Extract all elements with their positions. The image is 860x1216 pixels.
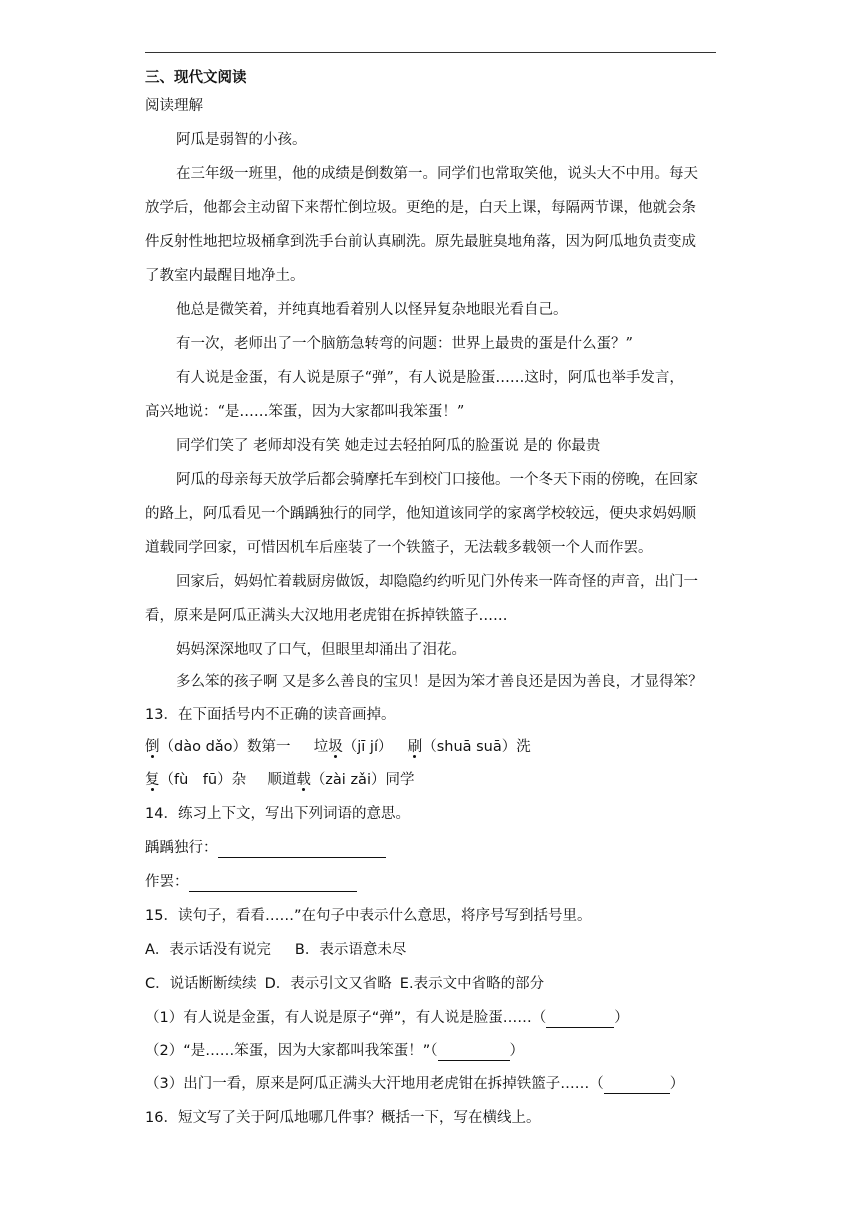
answer-blank[interactable] bbox=[438, 1044, 510, 1061]
dotted-char: 复 bbox=[145, 772, 160, 788]
question-14-prompt: 14．练习上下文，写出下列词语的意思。 bbox=[145, 806, 410, 822]
answer-blank[interactable] bbox=[218, 841, 386, 858]
passage-line: 了教室内最醒目地净土。 bbox=[145, 268, 305, 284]
passage-line: 妈妈深深地叹了口气，但眼里却涌出了泪花。 bbox=[176, 642, 466, 658]
question-15-sentence-3: （3）出门一看，原来是阿瓜正满头大汗地用老虎钳在拆掉铁篮子……（ ） bbox=[145, 1076, 685, 1092]
passage-line: 道载同学回家，可惜因机车后座装了一个铁篮子，无法载多载领一个人而作罢。 bbox=[145, 540, 653, 556]
dotted-char: 圾 bbox=[328, 739, 343, 755]
passage-line: 有一次，老师出了一个脑筋急转弯的问题：世界上最贵的蛋是什么蛋？” bbox=[176, 336, 633, 352]
question-13-prompt: 13．在下面括号内不正确的读音画掉。 bbox=[145, 707, 396, 723]
question-15-sentence-1: （1）有人说是金蛋，有人说是原子“弹”，有人说是脸蛋……（ ） bbox=[145, 1010, 629, 1026]
question-13-row-2: 复（fù fū）杂 顺道载（zài zǎi）同学 bbox=[145, 772, 415, 788]
question-13-row-1: 倒（dào dǎo）数第一 垃圾（jī jí） 刷（shuā suā）洗 bbox=[145, 739, 531, 755]
passage-line: 有人说是金蛋，有人说是原子“弹”，有人说是脸蛋……这时，阿瓜也举手发言， bbox=[176, 370, 684, 386]
pinyin-options[interactable]: （jī jí） bbox=[342, 739, 393, 755]
pinyin-options[interactable]: （zài zǎi） bbox=[310, 772, 386, 788]
question-15-options-row-2: C．说话断断续续 D．表示引文又省略 E.表示文中省略的部分 bbox=[145, 976, 545, 992]
passage-line: 多么笨的孩子啊 又是多么善良的宝贝！是因为笨才善良还是因为善良，才显得笨？ bbox=[176, 674, 703, 690]
passage-line: 放学后，他都会主动留下来帮忙倒垃圾。更绝的是，白天上课，每隔两节课，他就会条 bbox=[145, 200, 696, 216]
passage-line: 高兴地说：“是……笨蛋，因为大家都叫我笨蛋！” bbox=[145, 404, 465, 420]
passage-line: 件反射性地把垃圾桶拿到洗手台前认真刷洗。原先最脏臭地角落，因为阿瓜地负责变成 bbox=[145, 234, 696, 250]
passage-line: 阿瓜是弱智的小孩。 bbox=[176, 132, 307, 148]
answer-blank[interactable] bbox=[604, 1077, 670, 1094]
question-16-prompt: 16．短文写了关于阿瓜地哪几件事？概括一下，写在横线上。 bbox=[145, 1110, 541, 1126]
question-14-item-1: 踽踽独行： bbox=[145, 838, 716, 858]
pinyin-options[interactable]: （dào dǎo） bbox=[159, 739, 248, 755]
answer-blank[interactable] bbox=[546, 1011, 614, 1028]
dotted-char: 刷 bbox=[407, 739, 423, 755]
question-15-sentence-2: （2）“是……笨蛋，因为大家都叫我笨蛋！”（ ） bbox=[145, 1043, 524, 1059]
section-title: 三、现代文阅读 bbox=[145, 70, 247, 86]
passage-line: 他总是微笑着，并纯真地看着别人以怪异复杂地眼光看自己。 bbox=[176, 302, 568, 318]
dotted-char: 倒 bbox=[145, 739, 160, 755]
subtitle: 阅读理解 bbox=[145, 98, 203, 114]
question-15-options-row-1: A．表示话没有说完 B．表示语意未尽 bbox=[145, 942, 407, 958]
passage-line: 看，原来是阿瓜正满头大汉地用老虎钳在拆掉铁篮子…… bbox=[145, 608, 508, 624]
answer-blank[interactable] bbox=[189, 875, 357, 892]
pinyin-options[interactable]: （shuā suā） bbox=[422, 739, 517, 755]
passage-line: 回家后，妈妈忙着载厨房做饭，却隐隐约约听见门外传来一阵奇怪的声音，出门一 bbox=[176, 574, 698, 590]
dotted-char: 载 bbox=[296, 772, 311, 788]
passage-line: 的路上，阿瓜看见一个踽踽独行的同学，他知道该同学的家离学校较远，便央求妈妈顺 bbox=[145, 506, 696, 522]
question-14-item-2: 作罢： bbox=[145, 872, 716, 892]
pinyin-options[interactable]: （fù fū） bbox=[159, 772, 232, 788]
header-rule bbox=[145, 52, 716, 53]
passage-line: 阿瓜的母亲每天放学后都会骑摩托车到校门口接他。一个冬天下雨的傍晚，在回家 bbox=[176, 472, 698, 488]
question-15-prompt: 15．读句子，看看……”在句子中表示什么意思，将序号写到括号里。 bbox=[145, 908, 592, 924]
passage-line: 在三年级一班里，他的成绩是倒数第一。同学们也常取笑他，说头大不中用。每天 bbox=[176, 166, 698, 182]
passage-line: 同学们笑了 老师却没有笑 她走过去轻拍阿瓜的脸蛋说 是的 你最贵 bbox=[176, 438, 601, 454]
